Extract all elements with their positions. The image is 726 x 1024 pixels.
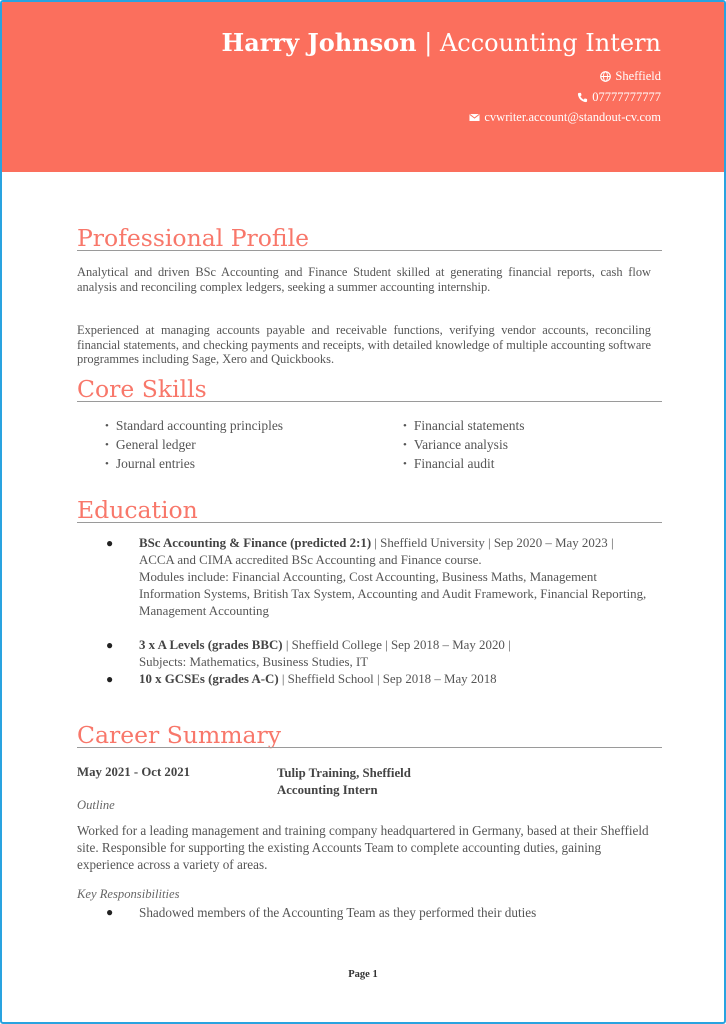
page-number: Page 1 (348, 969, 378, 980)
education-item-alevels (106, 637, 656, 671)
bullet-icon: ● (106, 536, 114, 550)
education-item-gcses (106, 671, 656, 688)
job-employer: Tulip Training, Sheffield (277, 766, 411, 780)
outline-label: Outline (77, 798, 115, 812)
bullet-icon: ● (106, 905, 114, 919)
name-title-line (222, 28, 661, 57)
education-details: | Sheffield University | Sep 2020 – May 2023 | (371, 536, 614, 550)
location-text: Sheffield (615, 69, 661, 83)
header-banner (2, 2, 724, 172)
skill-item: • Variance analysis (403, 436, 524, 455)
skill-item: • Financial statements (403, 417, 524, 436)
title-separator: | (416, 29, 440, 57)
education-line: Subjects: Mathematics, Business Studies, IT (139, 655, 369, 669)
skills-list-right (403, 417, 524, 475)
phone-text[interactable]: 07777777777 (592, 90, 661, 104)
education-heading-degree: BSc Accounting & Finance (predicted 2:1) (139, 536, 372, 550)
profile-paragraph-2: Experienced at managing accounts payable and receivable functions, verifying vendor accounts, reconciling financial statements, and checking payments and receipts, with detailed knowledge of multiple accounting software programmes including Sage, Xero and Quickbooks. (77, 323, 651, 367)
education-heading-alevels: 3 x A Levels (grades BBC) (139, 638, 283, 652)
globe-icon (600, 71, 611, 82)
contact-location (600, 69, 661, 84)
candidate-name: Harry Johnson (221, 28, 417, 57)
skill-item: • General ledger (105, 436, 283, 455)
education-details: | Sheffield School | Sep 2018 – May 2018 (278, 672, 497, 686)
career-heading: Career Summary (77, 721, 282, 749)
skills-heading: Core Skills (77, 375, 207, 403)
career-rule (77, 747, 662, 748)
education-details: | Sheffield College | Sep 2018 – May 2020 | (282, 638, 511, 652)
skills-rule (77, 401, 662, 402)
job-title: Accounting Intern (439, 29, 661, 57)
job-dates: May 2021 - Oct 2021 (77, 765, 191, 779)
contact-email (469, 110, 661, 125)
contact-phone (577, 90, 661, 105)
skills-list-left (105, 417, 283, 475)
education-line: ACCA and CIMA accredited BSc Accounting and Finance course. (139, 553, 482, 567)
skill-item: • Standard accounting principles (105, 417, 283, 436)
phone-icon (577, 92, 588, 103)
responsibilities-label: Key Responsibilities (77, 887, 180, 901)
email-text[interactable]: cvwriter.account@standout-cv.com (484, 110, 661, 124)
skill-item: • Journal entries (105, 455, 283, 474)
education-rule (77, 522, 662, 523)
job-employer-block (277, 765, 411, 799)
education-heading: Education (77, 496, 198, 524)
profile-paragraph-1: Analytical and driven BSc Accounting and Finance Student skilled at generating financial reports, cash flow analysis and reconciling complex ledgers, seeking a summer accounting internship. (77, 265, 651, 294)
education-line: Modules include: Financial Accounting, Cost Accounting, Business Maths, Management Information Systems, British Tax System, Accounting and Audit Framework, Financial Reporting, Management Accounting (139, 570, 647, 618)
profile-heading: Professional Profile (77, 224, 310, 252)
job-outline: Worked for a leading management and training company headquartered in Germany, based at their Sheffield site. Responsible for supporting the existing Accounts Team to complete accounting duties, gaining experience across a variety of areas. (77, 823, 649, 873)
education-heading-gcses: 10 x GCSEs (grades A-C) (139, 672, 279, 686)
bullet-icon: ● (106, 638, 114, 652)
profile-rule (77, 250, 662, 251)
education-item-degree (106, 535, 656, 620)
envelope-icon (469, 112, 480, 123)
responsibility-item (106, 905, 666, 921)
bullet-icon: ● (106, 672, 114, 686)
skill-item: • Financial audit (403, 455, 524, 474)
responsibility-text: Shadowed members of the Accounting Team as they performed their duties (139, 905, 537, 920)
job-position: Accounting Intern (277, 783, 378, 797)
